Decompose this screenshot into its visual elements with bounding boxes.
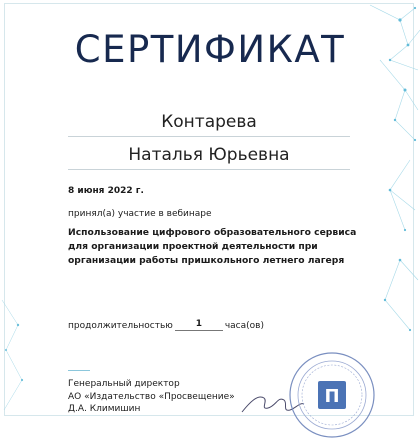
signatory-divider	[68, 370, 90, 371]
signatory-organization: АО «Издательство «Просвещение»	[68, 391, 235, 402]
duration-value: 1	[175, 318, 223, 331]
surname-underline	[68, 136, 350, 137]
certificate-title: СЕРТИФИКАТ	[74, 28, 346, 71]
duration-line	[68, 318, 264, 331]
signatory-block	[68, 378, 235, 416]
organization-seal	[288, 351, 376, 439]
duration-unit: часа(ов)	[224, 321, 264, 331]
webinar-topic: Использование цифрового образовательного сервиса для организации проектной деятельности при организации работы пришкольного летнего лагеря	[68, 227, 357, 266]
signatory-position: Генеральный директор	[68, 379, 180, 389]
seal-logo-text: П	[324, 386, 340, 407]
decorative-network-graphic-left	[0, 280, 30, 420]
participation-text: принял(а) участие в вебинаре	[68, 209, 212, 219]
duration-label: продолжительностью	[68, 321, 173, 331]
given-names-underline	[68, 169, 350, 170]
event-date: 8 июня 2022 г.	[68, 186, 144, 196]
signatory-name: Д.А. Климишин	[68, 404, 141, 414]
recipient-given-names: Наталья Юрьевна	[128, 145, 290, 165]
recipient-surname: Контарева	[161, 112, 257, 132]
